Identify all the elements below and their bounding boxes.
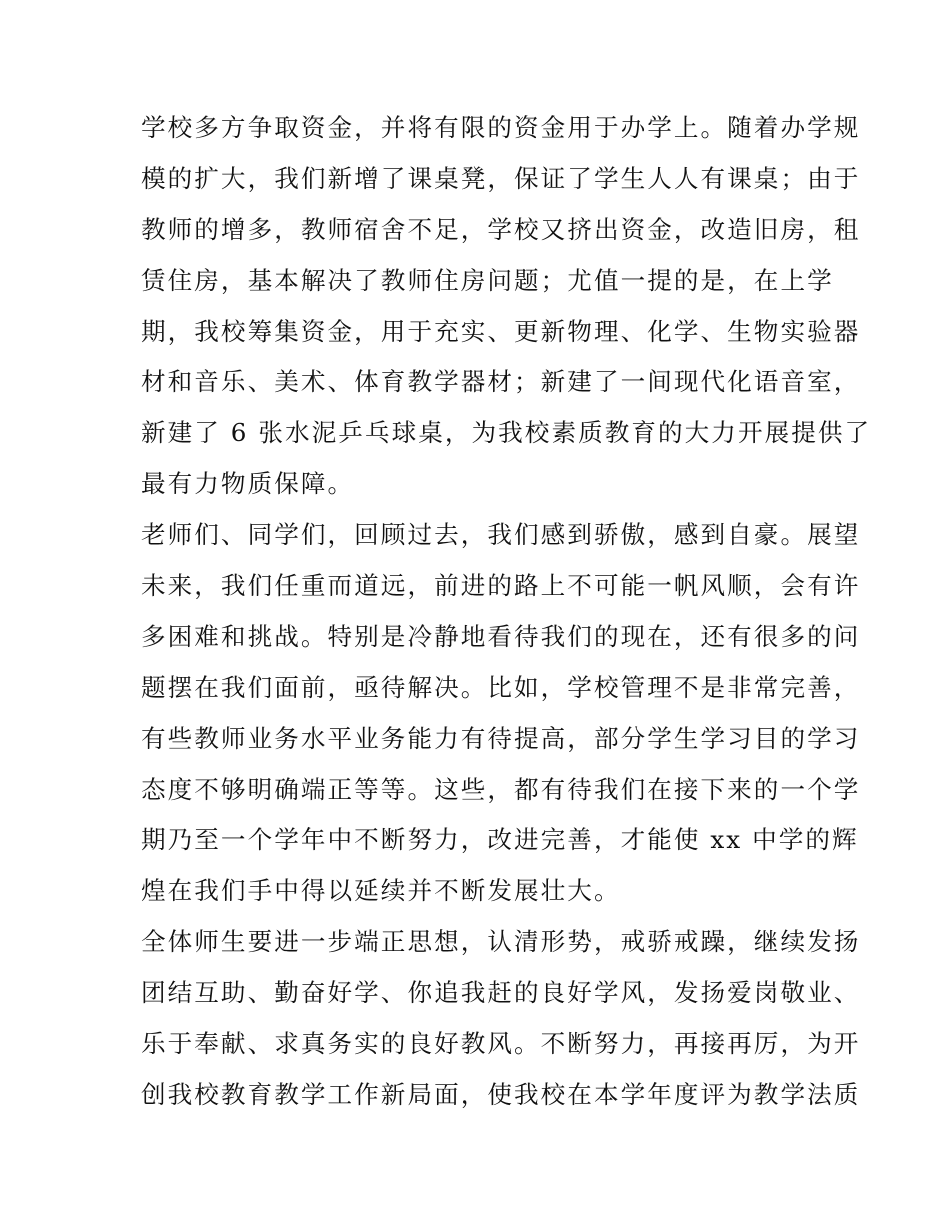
paragraph-school-funding — [141, 103, 872, 510]
text-line: 乐于奉献、求真务实的良好教风。不断努力，再接再厉，为开 — [141, 1029, 861, 1059]
text-line: 材和音乐、美术、体育教学器材；新建了一间现代化语音室， — [141, 367, 861, 397]
text-line: 未来，我们任重而道远，前进的路上不可能一帆风顺，会有许 — [141, 571, 861, 601]
text-line: 模的扩大，我们新增了课桌凳，保证了学生人人有课桌；由于 — [141, 163, 861, 193]
text-line: 新建了 6 张水泥乒乓球桌，为我校素质教育的大力开展提供了 — [141, 418, 872, 448]
text-line: 煌在我们手中得以延续并不断发展壮大。 — [141, 876, 621, 906]
text-line: 多困难和挑战。特别是冷静地看待我们的现在，还有很多的问 — [141, 621, 861, 651]
text-line: 教师的增多，教师宿舍不足，学校又挤出资金，改造旧房，租 — [141, 214, 861, 244]
text-line: 创我校教育教学工作新局面，使我校在本学年度评为教学法质 — [141, 1079, 861, 1109]
paragraph-looking-ahead — [141, 510, 861, 917]
text-line: 期乃至一个学年中不断努力，改进完善，才能使 xx 中学的辉 — [141, 825, 859, 855]
text-line: 有些教师业务水平业务能力有待提高，部分学生学习目的学习 — [141, 723, 861, 753]
text-line: 期，我校筹集资金，用于充实、更新物理、化学、生物实验器 — [141, 316, 861, 346]
text-line: 学校多方争取资金，并将有限的资金用于办学上。随着办学规 — [141, 113, 861, 142]
text-line: 团结互助、勤奋好学、你追我赶的良好学风，发扬爱岗敬业、 — [141, 978, 861, 1008]
text-line: 最有力物质保障。 — [141, 469, 355, 499]
text-line: 全体师生要进一步端正思想，认清形势，戒骄戒躁，继续发扬 — [141, 927, 861, 957]
text-line: 态度不够明确端正等等。这些，都有待我们在接下来的一个学 — [141, 774, 861, 804]
text-line: 题摆在我们面前，亟待解决。比如，学校管理不是非常完善， — [141, 672, 861, 702]
document-body — [141, 103, 872, 1121]
paragraph-call-to-action — [141, 917, 861, 1121]
text-line: 赁住房，基本解决了教师住房问题；尤值一提的是，在上学 — [141, 265, 834, 295]
text-line: 老师们、同学们，回顾过去，我们感到骄傲，感到自豪。展望 — [141, 520, 861, 550]
